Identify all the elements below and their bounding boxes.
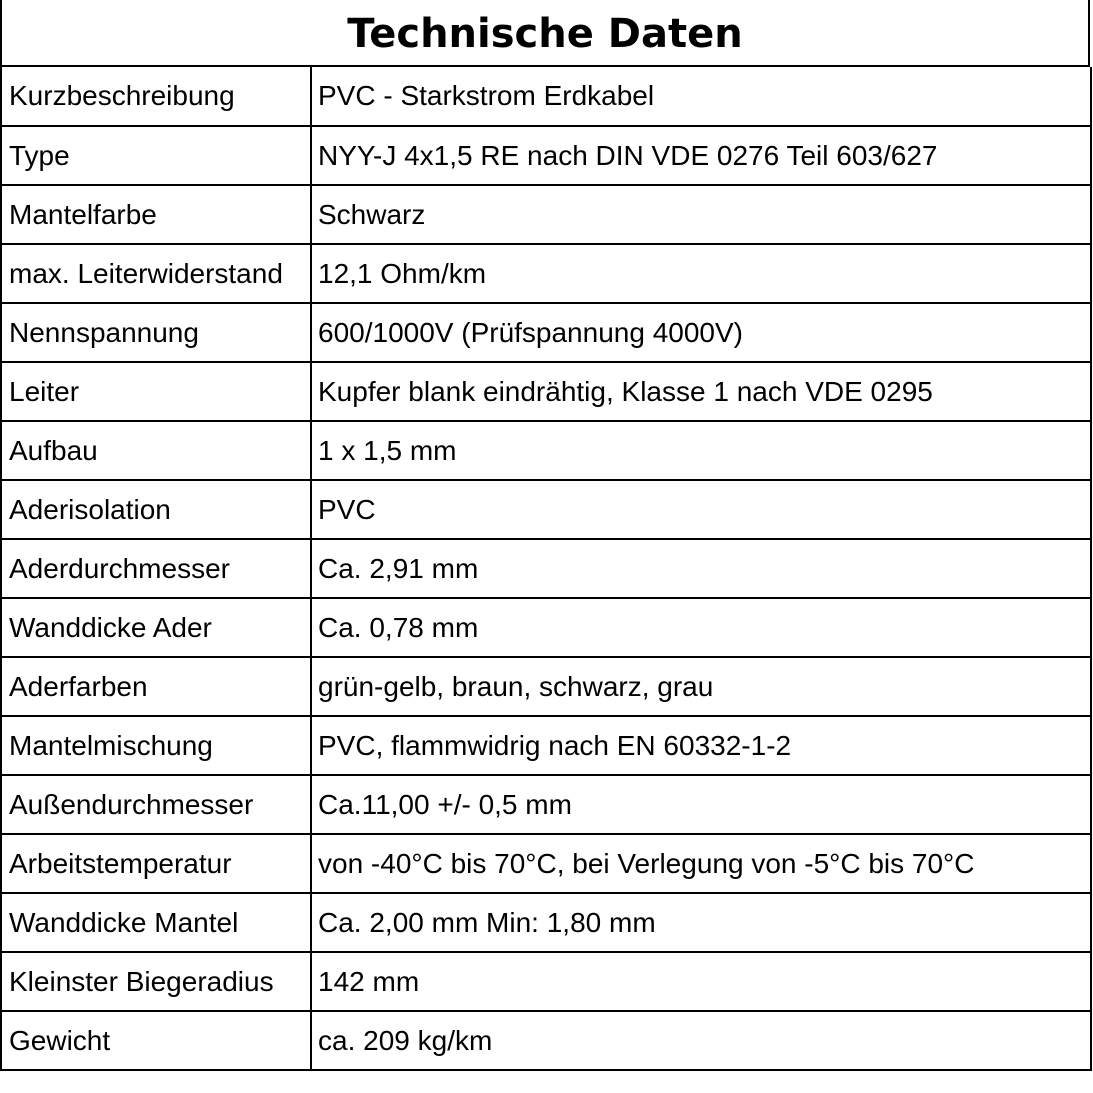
table-row: [1, 893, 1091, 952]
spec-value: Ca.11,00 +/- 0,5 mm: [311, 775, 1091, 834]
spec-value: Schwarz: [311, 185, 1091, 244]
table-row: [1, 834, 1091, 893]
spec-label: Kurzbeschreibung: [1, 67, 311, 126]
table-row: [1, 185, 1091, 244]
spec-value: 12,1 Ohm/km: [311, 244, 1091, 303]
spec-label: max. Leiterwiderstand: [1, 244, 311, 303]
table-row: [1, 421, 1091, 480]
spec-label: Aderfarben: [1, 657, 311, 716]
spec-label: Außendurchmesser: [1, 775, 311, 834]
table-row: [1, 952, 1091, 1011]
spec-value: 142 mm: [311, 952, 1091, 1011]
spec-value: 1 x 1,5 mm: [311, 421, 1091, 480]
spec-label: Aufbau: [1, 421, 311, 480]
table-row: [1, 362, 1091, 421]
spec-label: Wanddicke Mantel: [1, 893, 311, 952]
table-row: [1, 1011, 1091, 1070]
table-row: [1, 657, 1091, 716]
spec-value: PVC: [311, 480, 1091, 539]
spec-value: 600/1000V (Prüfspannung 4000V): [311, 303, 1091, 362]
spec-label: Aderisolation: [1, 480, 311, 539]
table-row: [1, 598, 1091, 657]
spec-value: Ca. 2,91 mm: [311, 539, 1091, 598]
spec-value: grün-gelb, braun, schwarz, grau: [311, 657, 1091, 716]
spec-label: Type: [1, 126, 311, 185]
spec-label: Wanddicke Ader: [1, 598, 311, 657]
table-row: [1, 480, 1091, 539]
table-row: [1, 716, 1091, 775]
spec-value: von -40°C bis 70°C, bei Verlegung von -5°C bis 70°C: [311, 834, 1091, 893]
spec-label: Gewicht: [1, 1011, 311, 1070]
spec-value: Kupfer blank eindrähtig, Klasse 1 nach VDE 0295: [311, 362, 1091, 421]
table-row: [1, 303, 1091, 362]
spec-label: Kleinster Biegeradius: [1, 952, 311, 1011]
table-row: [1, 244, 1091, 303]
spec-label: Leiter: [1, 362, 311, 421]
table-row: [1, 775, 1091, 834]
spec-label: Arbeitstemperatur: [1, 834, 311, 893]
spec-value: Ca. 2,00 mm Min: 1,80 mm: [311, 893, 1091, 952]
spec-value: ca. 209 kg/km: [311, 1011, 1091, 1070]
spec-label: Mantelfarbe: [1, 185, 311, 244]
spec-value: Ca. 0,78 mm: [311, 598, 1091, 657]
spec-value: PVC, flammwidrig nach EN 60332-1-2: [311, 716, 1091, 775]
spec-label: Nennspannung: [1, 303, 311, 362]
table-row: [1, 126, 1091, 185]
table-row: [1, 539, 1091, 598]
specs-table-body: [1, 67, 1091, 1070]
spec-label: Aderdurchmesser: [1, 539, 311, 598]
spec-label: Mantelmischung: [1, 716, 311, 775]
specs-table: [0, 67, 1092, 1071]
table-row: [1, 67, 1091, 126]
title-bar: [0, 0, 1090, 67]
page-title: Technische Daten: [347, 10, 743, 57]
spec-value: PVC - Starkstrom Erdkabel: [311, 67, 1091, 126]
spec-value: NYY-J 4x1,5 RE nach DIN VDE 0276 Teil 603/627: [311, 126, 1091, 185]
